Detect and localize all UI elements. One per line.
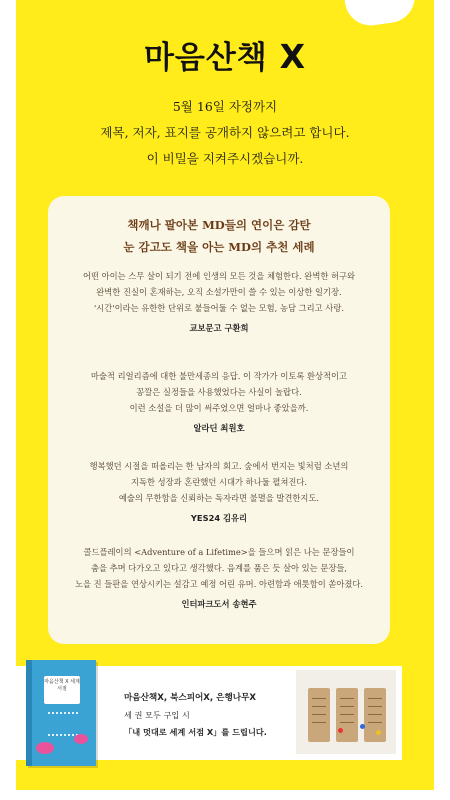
rec-line: '시간'이라는 유한한 단위로 붙들어둘 수 없는 모험, 농담 그리고 사랑. [94,303,344,313]
recommendation-4 [62,544,376,612]
headline-line-2: 눈 감고도 책을 아는 MD의 추천 세례 [123,240,315,254]
gift-card-image [336,688,358,742]
rec-line: 이런 소설을 더 많이 써주었으면 얼마나 좋았을까. [129,403,309,413]
book-decoration [74,734,88,744]
recommendation-2 [62,368,376,436]
book-label: 마음산책 X 세계 서점 [44,676,80,704]
page-title [0,32,450,77]
gift-promo-text [124,690,294,741]
rec-line: 예술의 무한함을 신뢰하는 독자라면 불멸을 발견한지도. [118,493,320,503]
rec-source: YES24 김유리 [190,513,248,523]
rec-line: 마술적 리얼리즘에 대한 불만세종의 응답. 이 작가가 이토록 환상적이고 [90,371,348,381]
rec-source: 교보문고 구환희 [189,323,249,333]
title-main: 마음산책 [143,40,268,76]
recommendation-card [48,196,390,644]
book-decoration [36,742,54,754]
gift-card-image [364,688,386,742]
recommendation-1 [62,268,376,336]
promo-line-2: 세 권 모두 구입 시 [124,710,190,720]
book-spine [26,660,32,766]
book-pattern [48,712,78,736]
card-headline [48,214,390,258]
rec-line: 지독한 성장과 혼란했던 시대가 하나둘 펼쳐진다. [130,477,308,487]
gift-card-image [308,688,330,742]
headline-line-1: 책깨나 팔아본 MD들의 연이은 감탄 [127,218,311,232]
rec-line: 꽁깔은 실정들을 사용했었다는 사실이 놀랍다. [136,387,302,397]
intro-line-1: 5월 16일 자정까지 [172,99,278,114]
rec-source: 인터파크도서 송현주 [181,599,257,609]
speech-bubble-decoration [344,0,418,29]
intro-text [0,94,450,172]
rec-line: 춤을 추며 다가오고 있다고 생각했다. 음계를 품은 듯 살아 있는 문장들, [90,563,348,573]
promo-line-3: 「내 멋대로 세계 서점 X」를 드립니다. [124,727,267,737]
rec-line: 행복했던 시절을 떠올리는 한 남자의 회고. 숲에서 번지는 빛처럼 소년의 [89,461,349,471]
rec-source: 알라딘 최원호 [193,423,245,433]
rec-line: 어떤 아이는 스무 살이 되기 전에 인생의 모든 것을 체험한다. 완벽한 허구와 [82,271,356,281]
intro-line-2: 제목, 저자, 표지를 공개하지 않으려고 합니다. [100,125,350,140]
rec-line: 노을 진 들판을 연상시키는 설감고 예정 어린 유머. 아련함과 애틋함이 쏟아졌다. [74,579,364,589]
gift-photo [296,670,396,754]
rec-line: 콜드플레이의 <Adventure of a Lifetime>을 들으며 읽은 나는 문장들이 [83,547,355,557]
title-x: X [279,37,307,76]
recommendation-3 [62,458,376,526]
rec-line: 완벽한 진실이 혼재하는, 오직 소설가만이 쓸 수 있는 이상한 일기장. [96,287,342,297]
promo-line-1: 마음산책X, 북스피어X, 은행나무X [124,693,257,703]
book-cover-image [26,660,96,766]
intro-line-3: 이 비밀을 지켜주시겠습니까. [146,151,304,166]
